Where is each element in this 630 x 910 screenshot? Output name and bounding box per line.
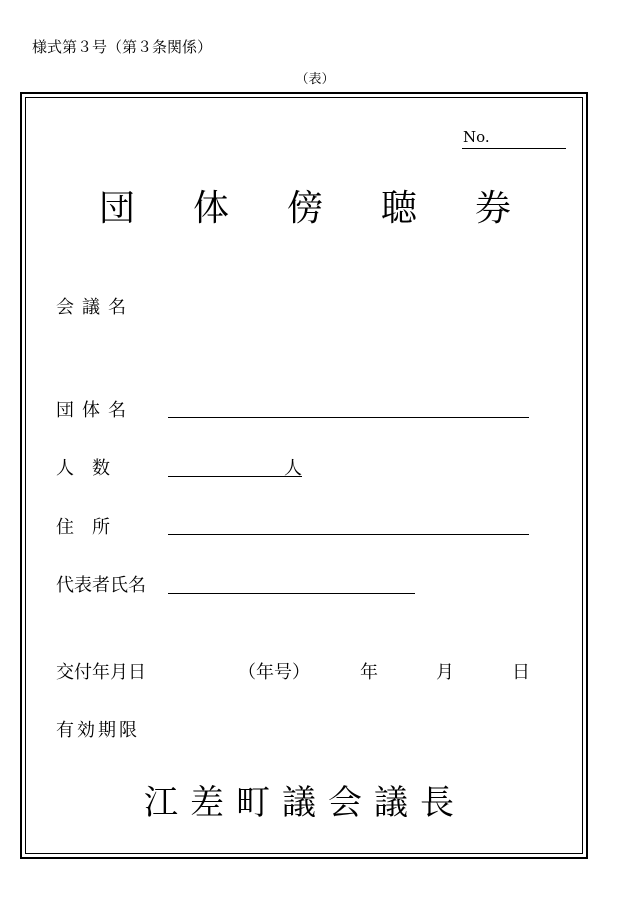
ticket-title [0,180,610,231]
title-char: 聴 [380,188,417,229]
group-name-line[interactable] [168,417,529,418]
side-label: （表） [295,72,335,87]
title-char: 体 [192,188,229,229]
day-label: 日 [512,662,530,683]
form-number: 様式第３号（第３条関係） [32,38,213,56]
title-char: 傍 [286,188,323,229]
group-name-label: 団体名 [56,400,134,421]
address-line[interactable] [168,534,529,535]
headcount-label: 人 数 [56,458,110,479]
year-label: 年 [360,662,378,683]
meeting-name-label: 会議名 [56,297,134,318]
title-char: 団 [98,188,135,229]
address-label: 住 所 [56,517,110,538]
issue-date-label: 交付年月日 [56,662,146,683]
ticket-number-label: No. [463,128,490,146]
ticket-number-line [462,148,566,149]
representative-label: 代表者氏名 [56,575,146,596]
headcount-unit: 人 [284,458,302,479]
headcount-line[interactable] [168,476,302,477]
title-char: 券 [474,188,511,229]
valid-period-label: 有効期限 [56,720,140,741]
issuer-name: 江差町議会議長 [144,783,466,823]
era-label: （年号） [238,662,310,683]
representative-line[interactable] [168,593,415,594]
month-label: 月 [436,662,454,683]
